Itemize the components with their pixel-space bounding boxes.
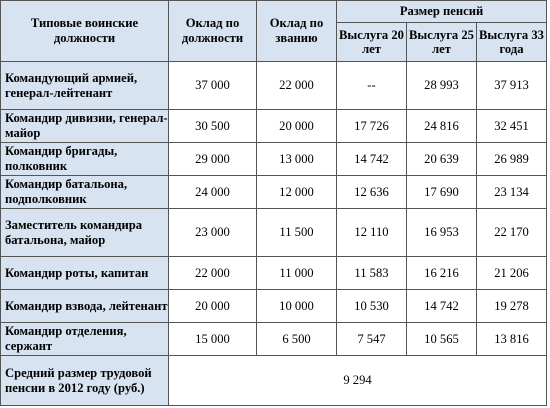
cell-service-20: -- (337, 62, 407, 110)
cell-service-25: 16 216 (407, 257, 477, 290)
footer-value: 9 294 (169, 356, 547, 406)
cell-salary-rank: 13 000 (257, 143, 337, 176)
cell-salary-rank: 20 000 (257, 110, 337, 143)
cell-position: Командир роты, капитан (1, 257, 169, 290)
cell-salary-rank: 6 500 (257, 323, 337, 356)
cell-service-25: 10 565 (407, 323, 477, 356)
cell-salary-rank: 12 000 (257, 176, 337, 209)
header-service-33: Выслуга 33 года (477, 23, 547, 62)
cell-service-25: 24 816 (407, 110, 477, 143)
header-position: Типовые воинские должности (1, 1, 169, 62)
cell-service-33: 13 816 (477, 323, 547, 356)
cell-salary-position: 30 500 (169, 110, 257, 143)
cell-salary-rank: 11 500 (257, 209, 337, 257)
footer-row (1, 356, 547, 406)
cell-service-33: 19 278 (477, 290, 547, 323)
cell-service-25: 16 953 (407, 209, 477, 257)
cell-salary-position: 23 000 (169, 209, 257, 257)
table-row (1, 209, 547, 257)
header-service-25: Выслуга 25 лет (407, 23, 477, 62)
cell-salary-rank: 10 000 (257, 290, 337, 323)
cell-service-20: 11 583 (337, 257, 407, 290)
cell-service-33: 37 913 (477, 62, 547, 110)
cell-position: Командир батальона, подполковник (1, 176, 169, 209)
cell-salary-rank: 11 000 (257, 257, 337, 290)
cell-position: Командующий армией, генерал-лейтенант (1, 62, 169, 110)
cell-service-25: 28 993 (407, 62, 477, 110)
cell-service-33: 32 451 (477, 110, 547, 143)
table-row (1, 323, 547, 356)
cell-service-20: 14 742 (337, 143, 407, 176)
cell-service-25: 14 742 (407, 290, 477, 323)
table-row (1, 290, 547, 323)
header-service-20: Выслуга 20 лет (337, 23, 407, 62)
header-salary-rank: Оклад по званию (257, 1, 337, 62)
table-row (1, 62, 547, 110)
cell-salary-position: 15 000 (169, 323, 257, 356)
cell-service-33: 22 170 (477, 209, 547, 257)
cell-position: Командир отделения, сержант (1, 323, 169, 356)
footer-label: Средний размер трудовой пенсии в 2012 году (руб.) (1, 356, 169, 406)
cell-service-33: 23 134 (477, 176, 547, 209)
cell-service-33: 21 206 (477, 257, 547, 290)
cell-service-25: 17 690 (407, 176, 477, 209)
cell-service-20: 12 110 (337, 209, 407, 257)
cell-salary-position: 37 000 (169, 62, 257, 110)
table-row (1, 257, 547, 290)
cell-position: Заместитель командира батальона, майор (1, 209, 169, 257)
header-salary-position: Оклад по должности (169, 1, 257, 62)
cell-service-20: 17 726 (337, 110, 407, 143)
cell-service-33: 26 989 (477, 143, 547, 176)
cell-salary-rank: 22 000 (257, 62, 337, 110)
cell-salary-position: 24 000 (169, 176, 257, 209)
header-pension-group: Размер пенсий (337, 1, 547, 23)
cell-position: Командир взвода, лейтенант (1, 290, 169, 323)
cell-service-20: 10 530 (337, 290, 407, 323)
cell-service-20: 7 547 (337, 323, 407, 356)
cell-service-25: 20 639 (407, 143, 477, 176)
cell-position: Командир бригады, полковник (1, 143, 169, 176)
cell-service-20: 12 636 (337, 176, 407, 209)
cell-salary-position: 20 000 (169, 290, 257, 323)
cell-position: Командир дивизии, генерал-майор (1, 110, 169, 143)
table-row (1, 110, 547, 143)
table-row (1, 176, 547, 209)
cell-salary-position: 29 000 (169, 143, 257, 176)
table-row (1, 143, 547, 176)
cell-salary-position: 22 000 (169, 257, 257, 290)
